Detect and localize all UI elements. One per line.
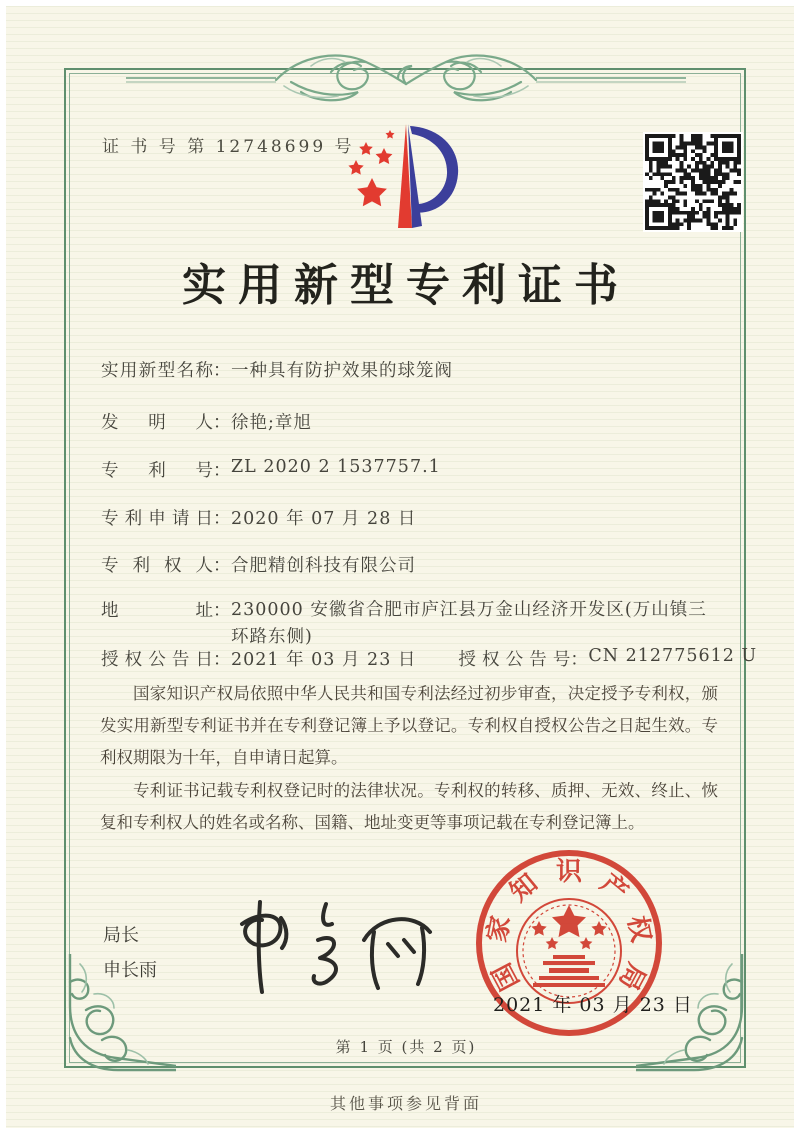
back-side-note: 其他事项参见背面 bbox=[329, 1094, 482, 1113]
certificate-number: 证 书 号 第 12748699 号 bbox=[102, 137, 355, 157]
field-colon: ： bbox=[213, 650, 231, 670]
field-row-patentee bbox=[101, 552, 416, 577]
field-colon: ： bbox=[213, 601, 231, 621]
certificate-paper bbox=[6, 6, 794, 1128]
field-colon: ： bbox=[213, 413, 231, 433]
commissioner-name: 申长雨 bbox=[103, 960, 157, 981]
svg-text:国: 国 bbox=[486, 957, 526, 995]
svg-text:家: 家 bbox=[482, 913, 517, 945]
field-value: CN 212775612 U bbox=[588, 646, 758, 666]
field-row-filing-date bbox=[101, 505, 416, 530]
field-colon: ： bbox=[213, 361, 231, 381]
field-label: 发明人 bbox=[101, 413, 213, 433]
field-label: 授权公告日 bbox=[101, 650, 213, 670]
field-value: 2020 年 07 月 28 日 bbox=[231, 509, 417, 529]
field-label: 专利申请日 bbox=[101, 509, 213, 529]
field-label: 实用新型名称 bbox=[101, 361, 213, 381]
field-label: 专利权人 bbox=[101, 556, 213, 576]
legal-text bbox=[100, 678, 718, 839]
field-label: 专利号 bbox=[101, 461, 213, 481]
commissioner-signature bbox=[218, 888, 448, 1000]
seal-date: 2021 年 03 月 23 日 bbox=[493, 994, 693, 1016]
svg-text:局: 局 bbox=[612, 957, 652, 995]
field-colon: ： bbox=[213, 556, 231, 576]
field-label: 授权公告号 bbox=[458, 650, 571, 670]
field-pair-grant-number bbox=[458, 646, 758, 670]
cnipa-logo-icon bbox=[334, 116, 474, 236]
svg-text:权: 权 bbox=[621, 913, 656, 945]
field-row-inventor bbox=[101, 409, 312, 434]
commissioner-title: 局长 bbox=[103, 925, 139, 946]
svg-text:产: 产 bbox=[594, 868, 634, 908]
legal-paragraph-1: 国家知识产权局依照中华人民共和国专利法经过初步审查，决定授予专利权，颁发实用新型专利证书并在专利登记簿上予以登记。专利权自授权公告之日起生效。专利权期限为十年，自申请日起算。 bbox=[100, 684, 718, 768]
svg-text:识: 识 bbox=[555, 857, 583, 887]
field-value: 徐艳;章旭 bbox=[231, 413, 312, 433]
field-colon: ： bbox=[213, 509, 231, 529]
field-colon: ： bbox=[213, 461, 231, 481]
svg-text:知: 知 bbox=[504, 868, 544, 908]
field-row-name bbox=[101, 357, 453, 382]
field-value: ZL 2020 2 1537757.1 bbox=[231, 457, 441, 477]
field-value: 合肥精创科技有限公司 bbox=[231, 556, 416, 576]
legal-paragraph-2: 专利证书记载专利权登记时的法律状况。专利权的转移、质押、无效、终止、恢复和专利权人的姓名或名称、国籍、地址变更等事项记载在专利登记簿上。 bbox=[100, 780, 718, 832]
field-value: 一种具有防护效果的球笼阀 bbox=[231, 361, 453, 381]
field-row-grant bbox=[101, 646, 757, 671]
field-value: 230000 安徽省合肥市庐江县万金山经济开发区(万山镇三环路东侧) bbox=[231, 600, 707, 648]
field-row-patent-number bbox=[101, 457, 441, 482]
certificate-title: 实用新型专利证书 bbox=[182, 260, 630, 311]
page-number: 第 1 页 (共 2 页) bbox=[335, 1038, 477, 1056]
field-row-address bbox=[101, 597, 709, 651]
field-value: 2021 年 03 月 23 日 bbox=[231, 650, 417, 670]
field-colon: ： bbox=[570, 650, 588, 670]
field-label: 地址 bbox=[101, 601, 213, 621]
qr-code bbox=[643, 132, 743, 232]
